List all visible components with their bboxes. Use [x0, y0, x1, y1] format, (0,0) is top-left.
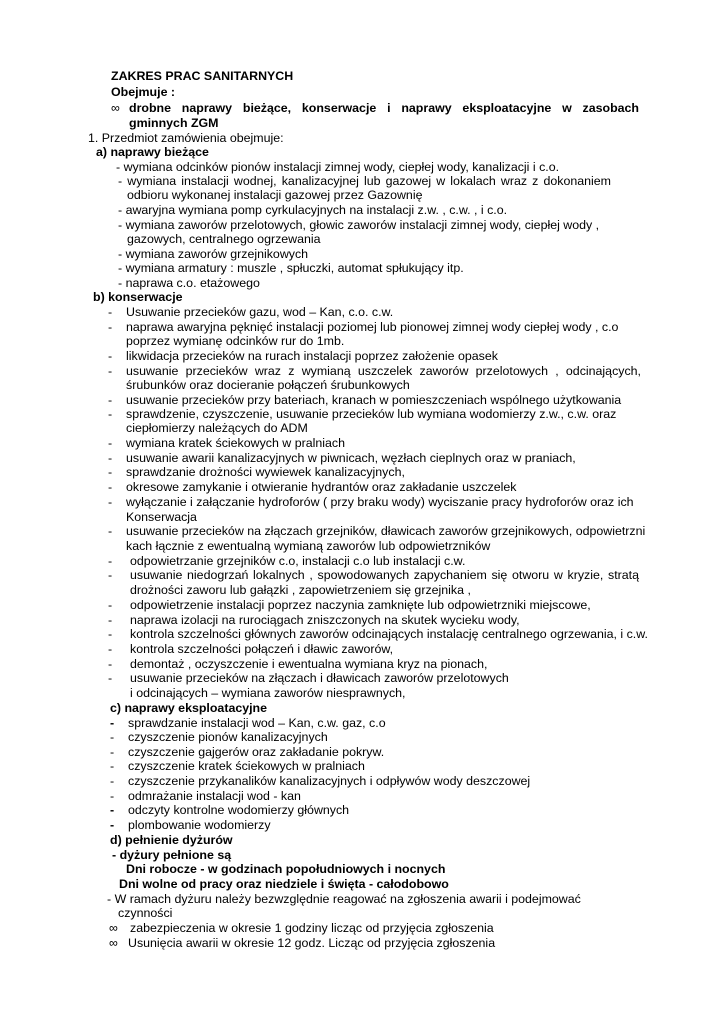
point-1: 1. Przedmiot zamówienia obejmuje:	[88, 131, 284, 145]
dash-bullet: -	[110, 730, 115, 744]
dash-bullet: -	[108, 671, 113, 685]
intro-line-2: gminnych ZGM	[129, 116, 219, 130]
c-item: odmrażanie instalacji wod - kan	[128, 789, 301, 803]
dash-bullet: -	[110, 774, 115, 788]
dash-bullet: -	[108, 568, 113, 582]
a-item: - wymiana zaworów grzejnikowych	[118, 247, 309, 261]
dash-bullet: -	[108, 642, 113, 656]
section-d-heading: d) pełnienie dyżurów	[110, 833, 233, 847]
dash-bullet: -	[110, 818, 115, 832]
dash-bullet: -	[108, 407, 113, 421]
b-item: okresowe zamykanie i otwieranie hydrantów oraz zakładanie uszczelek	[126, 480, 517, 494]
b-item-cont: poprzez wymianę odcinków rur do 1mb.	[126, 334, 345, 348]
dash-bullet: -	[108, 598, 113, 612]
b-item-cont: ciepłomierzy należących do ADM	[126, 421, 308, 435]
a-item: - wymiana zaworów przelotowych, głowic zaworów instalacji zimnej wody, ciepłej wody ,	[118, 218, 600, 232]
section-c-heading: c) naprawy eksploatacyjne	[110, 701, 268, 715]
b-item: kontrola szczelności połączeń i dławic zaworów,	[130, 642, 394, 656]
d-line: zabezpieczenia w okresie 1 godziny licząc od przyjęcia zgłoszenia	[130, 921, 494, 935]
b-item: sprawdzenie, czyszczenie, usuwanie przecieków lub wymiana wodomierzy z.w., c.w. oraz	[126, 407, 617, 421]
b-item: kontrola szczelności głównych zaworów odcinających instalację centralnego ogrzewania, i c.w.	[130, 627, 648, 641]
dash-bullet: -	[108, 627, 113, 641]
b-item: usuwanie przecieków przy bateriach, kranach w pomieszczeniach wspólnego użytkowania	[126, 393, 622, 407]
c-item: sprawdzanie instalacji wod – Kan, c.w. gaz, c.o	[128, 716, 386, 730]
b-item-cont: kach łącznie z ewentualną wymianą zaworów lub odpowietrzników	[126, 539, 491, 553]
includes-label: Obejmuje :	[111, 85, 176, 99]
a-item: - naprawa c.o. etażowego	[118, 276, 260, 290]
a-item: - wymiana armatury : muszle , spłuczki, automat spłukujący itp.	[118, 261, 464, 275]
section-b-heading: b) konserwacje	[93, 290, 183, 304]
b-item: naprawa izolacji na rurociągach zniszczonych na skutek wycieku wody,	[130, 613, 520, 627]
a-item: - wymiana odcinków pionów instalacji zimnej wody, ciepłej wody, kanalizacji i c.o.	[116, 160, 560, 174]
c-item: plombowanie wodomierzy	[128, 818, 271, 832]
d-line: Usunięcia awarii w okresie 12 godz. Licząc od przyjęcia zgłoszenia	[128, 936, 496, 950]
dash-bullet: -	[108, 305, 113, 319]
section-a-heading: a) naprawy bieżące	[96, 145, 209, 159]
dash-bullet: -	[110, 745, 115, 759]
infinity-bullet-icon: ∞	[109, 936, 118, 950]
c-item: odczyty kontrolne wodomierzy głównych	[128, 803, 350, 817]
dash-bullet: -	[108, 554, 113, 568]
d-line: - dyżury pełnione są	[112, 848, 232, 862]
b-item: usuwanie awarii kanalizacyjnych w piwnicach, węzłach cieplnych oraz w praniach,	[126, 451, 576, 465]
b-item: odpowietrzanie grzejników c.o, instalacji c.o lub instalacji c.w.	[130, 554, 466, 568]
infinity-bullet-icon: ∞	[111, 101, 120, 115]
c-item: czyszczenie kratek ściekowych w pralniach	[128, 759, 365, 773]
a-item: - awaryjna wymiana pomp cyrkulacyjnych na instalacji z.w. , c.w. , i c.o.	[118, 203, 508, 217]
d-line: Dni wolne od pracy oraz niedziele i święta - całodobowo	[119, 877, 449, 891]
dash-bullet: -	[108, 320, 113, 334]
dash-bullet: -	[108, 524, 113, 538]
dash-bullet: -	[110, 716, 115, 730]
b-item-cont: Konserwacja	[126, 510, 197, 524]
dash-bullet: -	[110, 803, 115, 817]
dash-bullet: -	[108, 349, 113, 363]
b-item: usuwanie przecieków wraz z wymianą uszczelek zaworów przelotowych , odcinających,	[126, 364, 641, 378]
b-item: usuwanie przecieków na złączach i dławicach zaworów przelotowych	[130, 671, 509, 685]
b-item: naprawa awaryjna pęknięć instalacji poziomej lub pionowej zimnej wody ciepłej wody , c.o	[126, 320, 619, 334]
dash-bullet: -	[108, 364, 113, 378]
intro-line-1: drobne naprawy bieżące, konserwacje i naprawy eksploatacyjne w zasobach	[129, 101, 639, 115]
dash-bullet: -	[108, 393, 113, 407]
c-item: czyszczenie pionów kanalizacyjnych	[128, 730, 328, 744]
a-item-cont: odbioru wykonanej instalacji gazowej przez Gazownię	[127, 188, 423, 202]
b-item: odpowietrzenie instalacji poprzez naczynia zamknięte lub odpowietrzniki miejscowe,	[130, 598, 591, 612]
dash-bullet: -	[108, 451, 113, 465]
b-item: usuwanie przecieków na złączach grzejników, dławicach zaworów grzejnikowych, odpowietrzni	[126, 524, 646, 538]
dash-bullet: -	[110, 759, 115, 773]
b-item: wymiana kratek ściekowych w pralniach	[126, 436, 345, 450]
dash-bullet: -	[108, 480, 113, 494]
dash-bullet: -	[108, 465, 113, 479]
c-item: czyszczenie gajgerów oraz zakładanie pokryw.	[128, 745, 385, 759]
document-title: ZAKRES PRAC SANITARNYCH	[111, 69, 294, 83]
d-line-cont: czynności	[118, 906, 173, 920]
dash-bullet: -	[108, 613, 113, 627]
dash-bullet: -	[108, 657, 113, 671]
a-item-cont: gazowych, centralnego ogrzewania	[127, 232, 321, 246]
d-line: - W ramach dyżuru należy bezwzględnie reagować na zgłoszenia awarii i podejmować	[107, 892, 581, 906]
b-item: demontaż , oczyszczenie i ewentualna wymiana kryz na pionach,	[130, 657, 488, 671]
b-item: likwidacja przecieków na rurach instalacji poprzez założenie opasek	[126, 349, 498, 363]
b-item-cont: drożności zaworu lub gałązki , zapowietrzeniem się grzejnika ,	[130, 583, 471, 597]
dash-bullet: -	[108, 436, 113, 450]
c-item: czyszczenie przykanalików kanalizacyjnych i odpływów wody deszczowej	[128, 774, 531, 788]
b-item: usuwanie niedogrzań lokalnych , spowodowanych zapychaniem się otworu w kryzie, stratą	[130, 568, 639, 582]
a-item: - wymiana instalacji wodnej, kanalizacyjnej lub gazowej w lokalach wraz z dokonaniem	[118, 174, 611, 188]
dash-bullet: -	[108, 495, 113, 509]
b-item: Usuwanie przecieków gazu, wod – Kan, c.o. c.w.	[126, 305, 394, 319]
b-item-cont: i odcinających – wymiana zaworów niesprawnych,	[130, 686, 406, 700]
infinity-bullet-icon: ∞	[109, 921, 118, 935]
d-line: Dni robocze - w godzinach popołudniowych i nocnych	[126, 862, 446, 876]
b-item: wyłączanie i załączanie hydroforów ( przy braku wody) wyciszanie pracy hydroforów oraz ich	[126, 495, 634, 509]
b-item: sprawdzanie drożności wywiewek kanalizacyjnych,	[126, 465, 405, 479]
b-item-cont: śrubunków oraz docieranie połączeń śrubunkowych	[126, 378, 410, 392]
dash-bullet: -	[110, 789, 115, 803]
